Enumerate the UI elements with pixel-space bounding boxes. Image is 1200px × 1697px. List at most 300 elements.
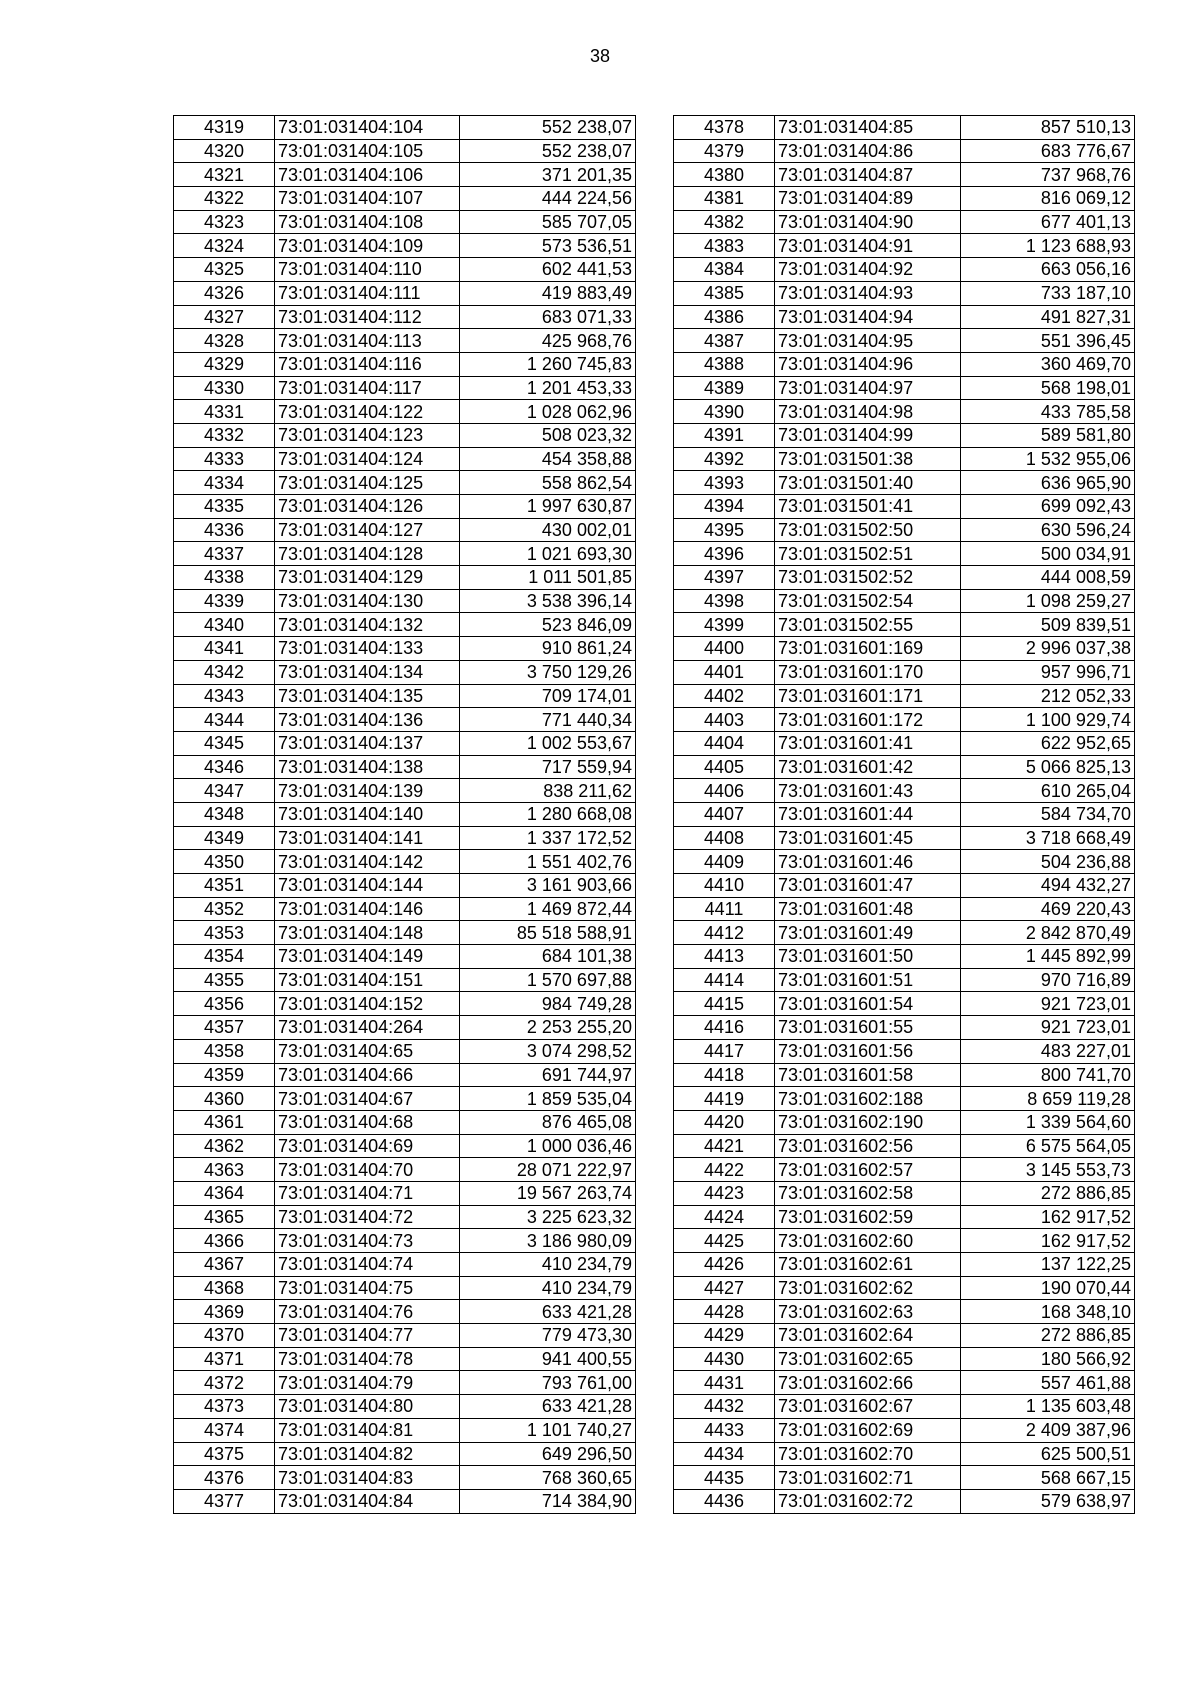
cadastral-number-cell: 73:01:031404:133 — [275, 637, 460, 661]
row-number-cell: 4342 — [174, 660, 275, 684]
value-cell: 272 886,85 — [961, 1324, 1135, 1348]
value-cell: 568 667,15 — [961, 1466, 1135, 1490]
value-cell: 768 360,65 — [460, 1466, 636, 1490]
value-cell: 410 234,79 — [460, 1276, 636, 1300]
cadastral-number-cell: 73:01:031404:122 — [275, 400, 460, 424]
cadastral-number-cell: 73:01:031502:55 — [775, 613, 961, 637]
cadastral-number-cell: 73:01:031404:148 — [275, 921, 460, 945]
value-cell: 1 098 259,27 — [961, 589, 1135, 613]
table-row — [174, 258, 636, 282]
value-cell: 2 253 255,20 — [460, 1016, 636, 1040]
cadastral-number-cell: 73:01:031404:85 — [775, 116, 961, 140]
cadastral-number-cell: 73:01:031404:113 — [275, 329, 460, 353]
cadastral-number-cell: 73:01:031601:58 — [775, 1063, 961, 1087]
table-row — [174, 305, 636, 329]
cadastral-number-cell: 73:01:031602:63 — [775, 1300, 961, 1324]
row-number-cell: 4381 — [674, 187, 775, 211]
table-row — [174, 163, 636, 187]
table-row — [674, 518, 1135, 542]
row-number-cell: 4398 — [674, 589, 775, 613]
value-cell: 1 337 172,52 — [460, 826, 636, 850]
value-cell: 699 092,43 — [961, 495, 1135, 519]
row-number-cell: 4338 — [174, 566, 275, 590]
table-row — [174, 116, 636, 140]
row-number-cell: 4352 — [174, 897, 275, 921]
row-number-cell: 4430 — [674, 1347, 775, 1371]
cadastral-number-cell: 73:01:031502:50 — [775, 518, 961, 542]
row-number-cell: 4391 — [674, 423, 775, 447]
table-row — [174, 281, 636, 305]
value-cell: 2 409 387,96 — [961, 1418, 1135, 1442]
table-row — [674, 1253, 1135, 1277]
table-row — [174, 1134, 636, 1158]
table-row — [674, 495, 1135, 519]
row-number-cell: 4415 — [674, 992, 775, 1016]
row-number-cell: 4333 — [174, 447, 275, 471]
table-row — [174, 1300, 636, 1324]
row-number-cell: 4402 — [674, 684, 775, 708]
row-number-cell: 4404 — [674, 731, 775, 755]
cadastral-number-cell: 73:01:031602:67 — [775, 1395, 961, 1419]
value-cell: 371 201,35 — [460, 163, 636, 187]
table-row — [674, 329, 1135, 353]
table-row — [674, 897, 1135, 921]
table-row — [674, 1347, 1135, 1371]
cadastral-number-cell: 73:01:031404:97 — [775, 376, 961, 400]
value-cell: 876 465,08 — [460, 1110, 636, 1134]
value-cell: 272 886,85 — [961, 1181, 1135, 1205]
row-number-cell: 4428 — [674, 1300, 775, 1324]
cadastral-number-cell: 73:01:031404:65 — [275, 1039, 460, 1063]
cadastral-number-cell: 73:01:031404:136 — [275, 708, 460, 732]
row-number-cell: 4388 — [674, 352, 775, 376]
value-cell: 771 440,34 — [460, 708, 636, 732]
table-row — [174, 400, 636, 424]
value-cell: 1 469 872,44 — [460, 897, 636, 921]
table-row — [174, 684, 636, 708]
value-cell: 523 846,09 — [460, 613, 636, 637]
row-number-cell: 4433 — [674, 1418, 775, 1442]
value-cell: 552 238,07 — [460, 139, 636, 163]
table-row — [674, 589, 1135, 613]
value-cell: 793 761,00 — [460, 1371, 636, 1395]
table-row — [174, 376, 636, 400]
value-cell: 1 280 668,08 — [460, 802, 636, 826]
cadastral-number-cell: 73:01:031601:51 — [775, 968, 961, 992]
row-number-cell: 4328 — [174, 329, 275, 353]
cadastral-number-cell: 73:01:031601:46 — [775, 850, 961, 874]
table-row — [174, 1418, 636, 1442]
value-cell: 28 071 222,97 — [460, 1158, 636, 1182]
table-row — [174, 542, 636, 566]
table-row — [674, 1371, 1135, 1395]
row-number-cell: 4408 — [674, 826, 775, 850]
cadastral-number-cell: 73:01:031404:141 — [275, 826, 460, 850]
table-row — [674, 1276, 1135, 1300]
row-number-cell: 4351 — [174, 874, 275, 898]
value-cell: 568 198,01 — [961, 376, 1135, 400]
value-cell: 1 339 564,60 — [961, 1110, 1135, 1134]
cadastral-number-cell: 73:01:031404:94 — [775, 305, 961, 329]
table-row — [174, 1181, 636, 1205]
value-cell: 3 750 129,26 — [460, 660, 636, 684]
table-row — [674, 400, 1135, 424]
table-row — [174, 210, 636, 234]
cadastral-number-cell: 73:01:031602:58 — [775, 1181, 961, 1205]
row-number-cell: 4400 — [674, 637, 775, 661]
row-number-cell: 4349 — [174, 826, 275, 850]
row-number-cell: 4407 — [674, 802, 775, 826]
row-number-cell: 4369 — [174, 1300, 275, 1324]
row-number-cell: 4383 — [674, 234, 775, 258]
table-row — [674, 755, 1135, 779]
cadastral-number-cell: 73:01:031404:134 — [275, 660, 460, 684]
cadastral-number-cell: 73:01:031404:87 — [775, 163, 961, 187]
value-cell: 622 952,65 — [961, 731, 1135, 755]
value-cell: 6 575 564,05 — [961, 1134, 1135, 1158]
value-cell: 683 071,33 — [460, 305, 636, 329]
row-number-cell: 4345 — [174, 731, 275, 755]
value-cell: 433 785,58 — [961, 400, 1135, 424]
row-number-cell: 4362 — [174, 1134, 275, 1158]
row-number-cell: 4353 — [174, 921, 275, 945]
table-row — [674, 281, 1135, 305]
value-cell: 190 070,44 — [961, 1276, 1135, 1300]
table-row — [174, 471, 636, 495]
value-cell: 630 596,24 — [961, 518, 1135, 542]
table-row — [174, 1371, 636, 1395]
row-number-cell: 4382 — [674, 210, 775, 234]
table-row — [174, 518, 636, 542]
value-cell: 1 997 630,87 — [460, 495, 636, 519]
cadastral-number-cell: 73:01:031404:144 — [275, 874, 460, 898]
cadastral-number-cell: 73:01:031404:123 — [275, 423, 460, 447]
value-cell: 557 461,88 — [961, 1371, 1135, 1395]
table-row — [174, 874, 636, 898]
table-row — [174, 708, 636, 732]
row-number-cell: 4423 — [674, 1181, 775, 1205]
cadastral-number-cell: 73:01:031404:138 — [275, 755, 460, 779]
table-row — [674, 566, 1135, 590]
value-cell: 504 236,88 — [961, 850, 1135, 874]
table-row — [174, 637, 636, 661]
cadastral-number-cell: 73:01:031404:137 — [275, 731, 460, 755]
cadastral-number-cell: 73:01:031404:79 — [275, 1371, 460, 1395]
value-cell: 816 069,12 — [961, 187, 1135, 211]
table-row — [174, 187, 636, 211]
table-row — [674, 163, 1135, 187]
row-number-cell: 4380 — [674, 163, 775, 187]
table-row — [174, 613, 636, 637]
row-number-cell: 4325 — [174, 258, 275, 282]
row-number-cell: 4341 — [174, 637, 275, 661]
value-cell: 585 707,05 — [460, 210, 636, 234]
value-cell: 921 723,01 — [961, 1016, 1135, 1040]
value-cell: 649 296,50 — [460, 1442, 636, 1466]
value-cell: 957 996,71 — [961, 660, 1135, 684]
row-number-cell: 4420 — [674, 1110, 775, 1134]
row-number-cell: 4419 — [674, 1087, 775, 1111]
row-number-cell: 4432 — [674, 1395, 775, 1419]
row-number-cell: 4393 — [674, 471, 775, 495]
table-row — [674, 352, 1135, 376]
value-cell: 984 749,28 — [460, 992, 636, 1016]
table-row — [674, 234, 1135, 258]
table-row — [174, 850, 636, 874]
row-number-cell: 4319 — [174, 116, 275, 140]
table-row — [174, 589, 636, 613]
table-row — [174, 779, 636, 803]
cadastral-number-cell: 73:01:031404:146 — [275, 897, 460, 921]
value-cell: 168 348,10 — [961, 1300, 1135, 1324]
table-row — [174, 329, 636, 353]
cadastral-number-cell: 73:01:031404:70 — [275, 1158, 460, 1182]
value-cell: 1 859 535,04 — [460, 1087, 636, 1111]
value-cell: 970 716,89 — [961, 968, 1135, 992]
value-cell: 360 469,70 — [961, 352, 1135, 376]
cadastral-number-cell: 73:01:031404:140 — [275, 802, 460, 826]
cadastral-number-cell: 73:01:031601:171 — [775, 684, 961, 708]
row-number-cell: 4422 — [674, 1158, 775, 1182]
cadastral-number-cell: 73:01:031404:80 — [275, 1395, 460, 1419]
value-cell: 677 401,13 — [961, 210, 1135, 234]
row-number-cell: 4395 — [674, 518, 775, 542]
cadastral-number-cell: 73:01:031601:50 — [775, 945, 961, 969]
table-row — [174, 566, 636, 590]
value-cell: 838 211,62 — [460, 779, 636, 803]
row-number-cell: 4426 — [674, 1253, 775, 1277]
row-number-cell: 4399 — [674, 613, 775, 637]
cadastral-number-cell: 73:01:031602:72 — [775, 1489, 961, 1513]
cadastral-number-cell: 73:01:031404:127 — [275, 518, 460, 542]
table-row — [674, 637, 1135, 661]
row-number-cell: 4421 — [674, 1134, 775, 1158]
row-number-cell: 4429 — [674, 1324, 775, 1348]
table-row — [174, 1087, 636, 1111]
value-cell: 733 187,10 — [961, 281, 1135, 305]
table-row — [174, 802, 636, 826]
row-number-cell: 4360 — [174, 1087, 275, 1111]
cadastral-number-cell: 73:01:031602:71 — [775, 1466, 961, 1490]
cadastral-number-cell: 73:01:031404:106 — [275, 163, 460, 187]
cadastral-number-cell: 73:01:031404:139 — [275, 779, 460, 803]
cadastral-number-cell: 73:01:031502:52 — [775, 566, 961, 590]
cadastral-number-cell: 73:01:031602:57 — [775, 1158, 961, 1182]
cadastral-number-cell: 73:01:031502:54 — [775, 589, 961, 613]
cadastral-number-cell: 73:01:031404:73 — [275, 1229, 460, 1253]
table-row — [174, 945, 636, 969]
table-row — [174, 921, 636, 945]
table-row — [674, 1442, 1135, 1466]
cadastral-number-cell: 73:01:031404:132 — [275, 613, 460, 637]
value-cell: 610 265,04 — [961, 779, 1135, 803]
row-number-cell: 4355 — [174, 968, 275, 992]
row-number-cell: 4323 — [174, 210, 275, 234]
table-row — [174, 1110, 636, 1134]
cadastral-number-cell: 73:01:031404:77 — [275, 1324, 460, 1348]
value-cell: 469 220,43 — [961, 897, 1135, 921]
table-row — [674, 1134, 1135, 1158]
row-number-cell: 4378 — [674, 116, 775, 140]
value-cell: 8 659 119,28 — [961, 1087, 1135, 1111]
value-cell: 558 862,54 — [460, 471, 636, 495]
table-row — [674, 447, 1135, 471]
row-number-cell: 4435 — [674, 1466, 775, 1490]
table-row — [174, 352, 636, 376]
value-cell: 1 002 553,67 — [460, 731, 636, 755]
cadastral-number-cell: 73:01:031404:90 — [775, 210, 961, 234]
value-cell: 162 917,52 — [961, 1205, 1135, 1229]
table-row — [674, 1466, 1135, 1490]
value-cell: 921 723,01 — [961, 992, 1135, 1016]
value-cell: 454 358,88 — [460, 447, 636, 471]
table-row — [674, 210, 1135, 234]
row-number-cell: 4327 — [174, 305, 275, 329]
row-number-cell: 4350 — [174, 850, 275, 874]
table-row — [674, 826, 1135, 850]
table-row — [674, 660, 1135, 684]
cadastral-number-cell: 73:01:031404:149 — [275, 945, 460, 969]
page-number: 38 — [589, 46, 611, 66]
cadastral-number-cell: 73:01:031404:135 — [275, 684, 460, 708]
cadastral-number-cell: 73:01:031601:49 — [775, 921, 961, 945]
row-number-cell: 4375 — [174, 1442, 275, 1466]
cadastral-number-cell: 73:01:031602:188 — [775, 1087, 961, 1111]
value-cell: 579 638,97 — [961, 1489, 1135, 1513]
row-number-cell: 4376 — [174, 1466, 275, 1490]
table-row — [674, 1158, 1135, 1182]
value-cell: 573 536,51 — [460, 234, 636, 258]
row-number-cell: 4409 — [674, 850, 775, 874]
value-cell: 684 101,38 — [460, 945, 636, 969]
cadastral-number-cell: 73:01:031602:62 — [775, 1276, 961, 1300]
table-row — [674, 802, 1135, 826]
table-row — [674, 1016, 1135, 1040]
row-number-cell: 4434 — [674, 1442, 775, 1466]
row-number-cell: 4418 — [674, 1063, 775, 1087]
row-number-cell: 4321 — [174, 163, 275, 187]
table-row — [174, 447, 636, 471]
cadastral-number-cell: 73:01:031404:72 — [275, 1205, 460, 1229]
cadastral-number-cell: 73:01:031601:55 — [775, 1016, 961, 1040]
row-number-cell: 4394 — [674, 495, 775, 519]
cadastral-number-cell: 73:01:031602:59 — [775, 1205, 961, 1229]
table-row — [174, 1063, 636, 1087]
value-cell: 1 000 036,46 — [460, 1134, 636, 1158]
row-number-cell: 4403 — [674, 708, 775, 732]
cadastral-number-cell: 73:01:031502:51 — [775, 542, 961, 566]
table-row — [674, 779, 1135, 803]
row-number-cell: 4343 — [174, 684, 275, 708]
table-row — [174, 1442, 636, 1466]
value-cell: 1 028 062,96 — [460, 400, 636, 424]
table-row — [674, 471, 1135, 495]
row-number-cell: 4365 — [174, 1205, 275, 1229]
table-row — [174, 897, 636, 921]
row-number-cell: 4334 — [174, 471, 275, 495]
value-cell: 3 718 668,49 — [961, 826, 1135, 850]
row-number-cell: 4347 — [174, 779, 275, 803]
table-row — [674, 187, 1135, 211]
value-cell: 1 201 453,33 — [460, 376, 636, 400]
row-number-cell: 4379 — [674, 139, 775, 163]
value-cell: 494 432,27 — [961, 874, 1135, 898]
value-cell: 509 839,51 — [961, 613, 1135, 637]
value-cell: 552 238,07 — [460, 116, 636, 140]
cadastral-number-cell: 73:01:031404:126 — [275, 495, 460, 519]
cadastral-number-cell: 73:01:031601:42 — [775, 755, 961, 779]
value-cell: 857 510,13 — [961, 116, 1135, 140]
cadastral-number-cell: 73:01:031404:92 — [775, 258, 961, 282]
table-row — [174, 660, 636, 684]
cadastral-number-cell: 73:01:031404:151 — [275, 968, 460, 992]
cadastral-number-cell: 73:01:031404:108 — [275, 210, 460, 234]
value-cell: 589 581,80 — [961, 423, 1135, 447]
value-cell: 508 023,32 — [460, 423, 636, 447]
cadastral-number-cell: 73:01:031601:172 — [775, 708, 961, 732]
value-cell: 1 011 501,85 — [460, 566, 636, 590]
cadastral-number-cell: 73:01:031404:66 — [275, 1063, 460, 1087]
table-row — [174, 968, 636, 992]
value-cell: 714 384,90 — [460, 1489, 636, 1513]
table-row — [674, 850, 1135, 874]
data-table-left — [173, 115, 636, 1514]
cadastral-number-cell: 73:01:031404:75 — [275, 1276, 460, 1300]
row-number-cell: 4436 — [674, 1489, 775, 1513]
cadastral-number-cell: 73:01:031601:44 — [775, 802, 961, 826]
cadastral-number-cell: 73:01:031404:109 — [275, 234, 460, 258]
cadastral-number-cell: 73:01:031601:169 — [775, 637, 961, 661]
row-number-cell: 4364 — [174, 1181, 275, 1205]
row-number-cell: 4344 — [174, 708, 275, 732]
table-row — [174, 1324, 636, 1348]
row-number-cell: 4324 — [174, 234, 275, 258]
cadastral-number-cell: 73:01:031404:112 — [275, 305, 460, 329]
table-row — [674, 1181, 1135, 1205]
row-number-cell: 4370 — [174, 1324, 275, 1348]
row-number-cell: 4337 — [174, 542, 275, 566]
table-row — [174, 234, 636, 258]
table-row — [174, 423, 636, 447]
cadastral-number-cell: 73:01:031404:129 — [275, 566, 460, 590]
value-cell: 162 917,52 — [961, 1229, 1135, 1253]
row-number-cell: 4368 — [174, 1276, 275, 1300]
cadastral-number-cell: 73:01:031601:48 — [775, 897, 961, 921]
value-cell: 2 996 037,38 — [961, 637, 1135, 661]
table-row — [174, 826, 636, 850]
cadastral-number-cell: 73:01:031601:43 — [775, 779, 961, 803]
value-cell: 2 842 870,49 — [961, 921, 1135, 945]
row-number-cell: 4326 — [174, 281, 275, 305]
cadastral-number-cell: 73:01:031602:56 — [775, 1134, 961, 1158]
value-cell: 800 741,70 — [961, 1063, 1135, 1087]
cadastral-number-cell: 73:01:031501:41 — [775, 495, 961, 519]
value-cell: 3 145 553,73 — [961, 1158, 1135, 1182]
value-cell: 444 008,59 — [961, 566, 1135, 590]
table-row — [674, 1229, 1135, 1253]
cadastral-number-cell: 73:01:031404:76 — [275, 1300, 460, 1324]
value-cell: 19 567 263,74 — [460, 1181, 636, 1205]
row-number-cell: 4339 — [174, 589, 275, 613]
table-row — [174, 139, 636, 163]
data-table-right — [673, 115, 1135, 1514]
cadastral-number-cell: 73:01:031601:47 — [775, 874, 961, 898]
row-number-cell: 4374 — [174, 1418, 275, 1442]
row-number-cell: 4386 — [674, 305, 775, 329]
table-row — [674, 258, 1135, 282]
cadastral-number-cell: 73:01:031404:78 — [275, 1347, 460, 1371]
table-row — [674, 376, 1135, 400]
